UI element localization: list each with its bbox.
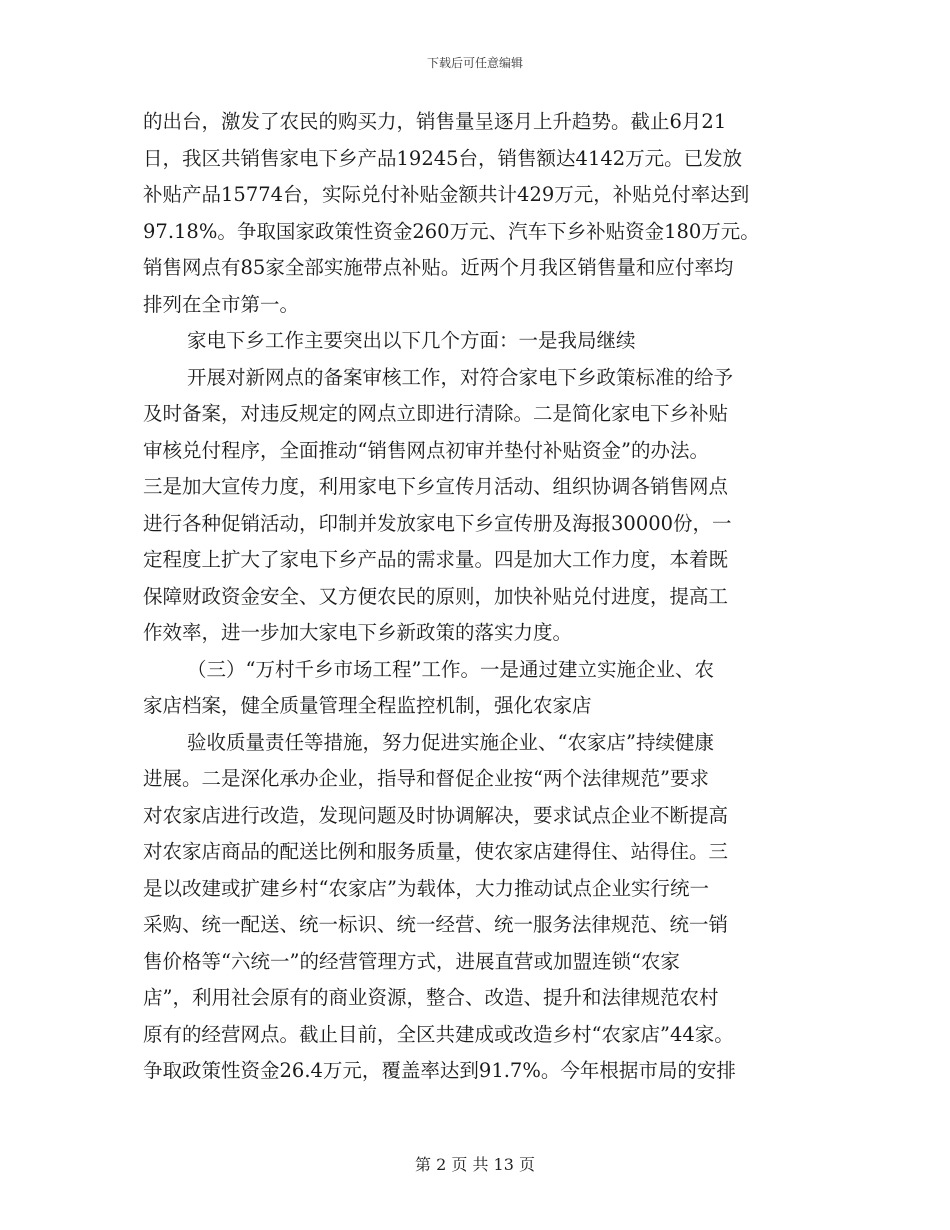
text-line: 家电下乡工作主要突出以下几个方面：一是我局继续 — [187, 329, 636, 352]
text-line: 及时备案，对违反规定的网点立即进行清除。二是简化家电下乡补贴 — [143, 402, 729, 425]
text-line: 97.18%。争取国家政策性资金260万元、汽车下乡补贴资金180万元。 — [143, 219, 760, 243]
text-line: 验收质量责任等措施，努力促进实施企业、“农家店”持续健康 — [187, 730, 714, 754]
text-line: （三）“万村千乡市场工程”工作。一是通过建立实施企业、农 — [187, 657, 714, 681]
text-line: 日，我区共销售家电下乡产品19245台，销售额达4142万元。已发放 — [143, 146, 743, 170]
text-line: 保障财政资金安全、又方便农民的原则，加快补贴兑付进度，提高工 — [143, 584, 729, 608]
text-line: 进展。二是深化承办企业，指导和督促企业按“两个法律规范”要求 — [143, 767, 709, 790]
text-line: 对农家店进行改造，发现问题及时协调解决，要求试点企业不断提高 — [143, 803, 729, 827]
text-line: 补贴产品15774台，实际兑付补贴金额共计429万元，补贴兑付率达到 — [143, 183, 750, 206]
text-line: 三是加大宣传力度，利用家电下乡宣传月活动、组织协调各销售网点 — [143, 475, 729, 498]
text-line: 争取政策性资金26.4万元，覆盖率达到91.7%。今年根据市局的安排 — [143, 1059, 736, 1082]
text-line: 采购、统一配送、统一标识、统一经营、统一服务法律规范、统一销 — [143, 913, 729, 936]
text-line: 进行各种促销活动，印制并发放家电下乡宣传册及海报30000份，一 — [143, 511, 732, 535]
page-header: 下载后可任意编辑 — [426, 56, 523, 70]
text-line: 销售网点有85家全部实施带点补贴。近两个月我区销售量和应付率均 — [143, 256, 734, 279]
text-line: 售价格等“六统一”的经营管理方式，进展直营或加盟连锁“农家 — [143, 949, 680, 973]
text-line: 原有的经营网点。截止目前，全区共建成或改造乡村“农家店”44家。 — [143, 1022, 734, 1046]
text-line: 对农家店商品的配送比例和服务质量，使农家店建得住、站得住。三 — [143, 840, 729, 863]
text-line: 开展对新网点的备案审核工作，对符合家电下乡政策标准的给予 — [187, 365, 734, 389]
text-line: 排列在全市第一。 — [143, 292, 300, 316]
text-line: 审核兑付程序，全面推动“销售网点初审并垫付补贴资金”的办法。 — [143, 438, 709, 462]
text-line: 作效率，进一步加大家电下乡新政策的落实力度。 — [143, 621, 573, 644]
text-line: 定程度上扩大了家电下乡产品的需求量。四是加大工作力度，本着既 — [143, 548, 729, 571]
body-text — [143, 104, 815, 1090]
page-footer: 第 2 页 共 13 页 — [415, 1155, 535, 1174]
text-line: 家店档案，健全质量管理全程监控机制，强化农家店 — [143, 694, 592, 717]
text-line: 的出台，激发了农民的购买力，销售量呈逐月上升趋势。截止6月21 — [143, 110, 727, 133]
text-line: 是以改建或扩建乡村“农家店”为载体，大力推动试点企业实行统一 — [143, 876, 709, 900]
text-line: 店”，利用社会原有的商业资源，整合、改造、提升和法律规范农村 — [143, 986, 719, 1009]
